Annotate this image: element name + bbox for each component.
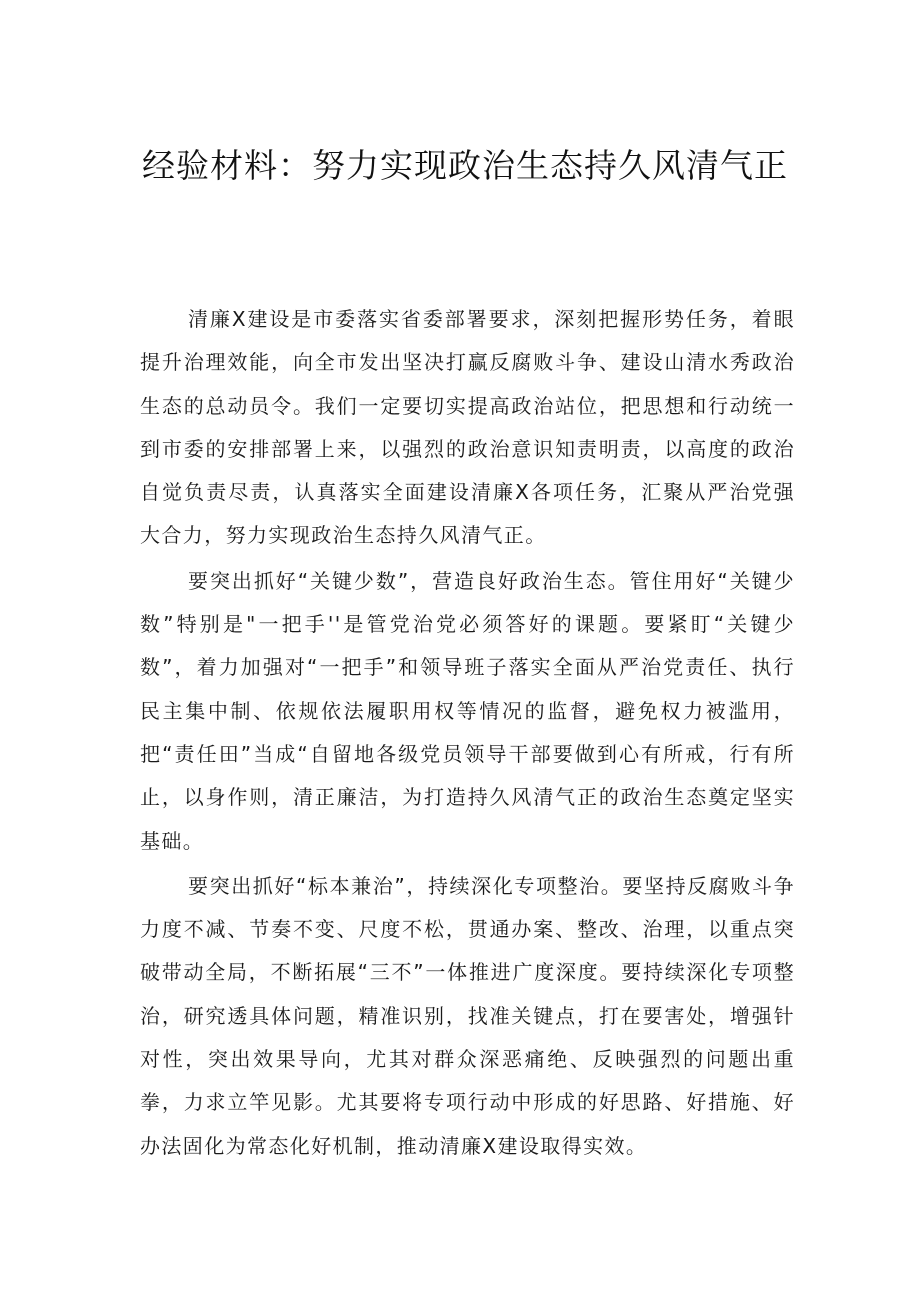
paragraph-3: 要突出抓好“标本兼治”，持续深化专项整治。要坚持反腐败斗争力度不减、节奏不变、尺度不松，贯通办案、整改、治理，以重点突破带动全局，不断拓展“三不”一体推进广度深度。要持续深化专项整治，研究透具体问题，精准识别，找准关键点，打在要害处，增强针对性，突出效果导向，尤其对群众深恶痛绝、反映强烈的问题出重拳，力求立竿见影。尤其要将专项行动中形成的好思路、好措施、好办法固化为常态化好机制，推动清廉X建设取得实效。: [140, 873, 795, 1158]
document-title: 经验材料：努力实现政治生态持久风清气正: [142, 146, 788, 185]
document-body: [140, 298, 795, 1170]
paragraph-2: 要突出抓好“关键少数”，营造良好政治生态。管住用好“关键少数”特别是"一把手''是管党治党必须答好的课题。要紧盯“关键少数”，着力加强对“一把手”和领导班子落实全面从严治党责任、执行民主集中制、依规依法履职用权等情况的监督，避免权力被滥用，把“责任田”当成“自留地各级党员领导干部要做到心有所戒，行有所止，以身作则，清正廉洁，为打造持久风清气正的政治生态奠定坚实基础。: [140, 568, 795, 853]
paragraph-1: 清廉X建设是市委落实省委部署要求，深刻把握形势任务，着眼提升治理效能，向全市发出坚决打赢反腐败斗争、建设山清水秀政治生态的总动员令。我们一定要切实提高政治站位，把思想和行动统一到市委的安排部署上来，以强烈的政治意识知责明责，以高度的政治自觉负责尽责，认真落实全面建设清廉X各项任务，汇聚从严治党强大合力，努力实现政治生态持久风清气正。: [140, 307, 795, 548]
